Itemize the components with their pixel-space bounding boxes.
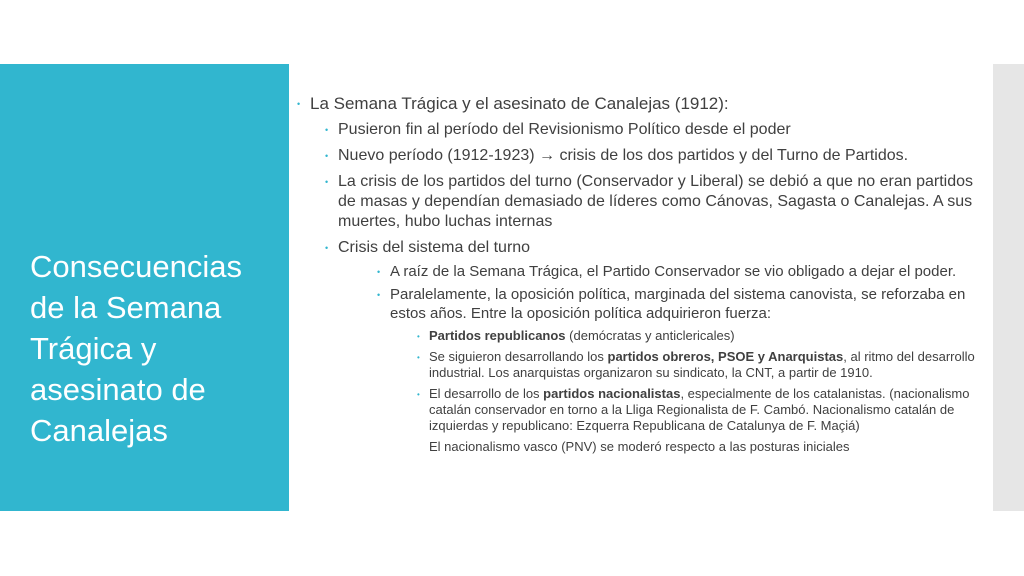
text-span: , al ritmo del desarrollo industrial. Los anarquistas organizaron su sindicato, la CNT, a partir de 1910. <box>429 349 975 380</box>
bold-term: partidos obreros, PSOE y Anarquistas <box>607 349 844 364</box>
bullet-text <box>429 386 986 434</box>
bold-term: Partidos republicanos <box>429 328 566 343</box>
text-span: Se siguieron desarrollando los <box>429 349 608 364</box>
bullet-level2 <box>325 146 986 166</box>
right-side-strip <box>993 64 1024 511</box>
text-span: (demócratas y anticlericales) <box>565 328 735 343</box>
bullet-icon: • <box>417 332 420 341</box>
bullet-level3 <box>377 262 986 281</box>
bullet-level4 <box>417 328 986 344</box>
bullet-icon: • <box>417 390 420 399</box>
bullet-text: Nuevo período (1912-1923) → crisis de los dos partidos y del Turno de Partidos. <box>338 147 909 164</box>
bullet-icon: • <box>377 290 381 300</box>
text-span: , especialmente de los catalanistas. (nacionalismo catalán conservador en torno a la Lliga Regionalista de F. Cambó. Nacionalismo catalán de izquierdas y republicano: Ezquerra Republicana de Catalunya de F. Maçiá) <box>429 386 970 433</box>
bold-term: partidos nacionalistas <box>543 386 681 401</box>
bullet-text: La Semana Trágica y el asesinato de Canalejas (1912): <box>310 94 729 113</box>
bullet-icon: • <box>417 353 420 362</box>
bullet-text: A raíz de la Semana Trágica, el Partido Conservador se vio obligado a dejar el poder. <box>390 263 957 280</box>
bullet-level2 <box>325 238 986 258</box>
bullet-level4 <box>417 349 986 381</box>
bullet-level1 <box>297 93 986 114</box>
bullet-text: Pusieron fin al período del Revisionismo Político desde el poder <box>338 121 791 138</box>
bullet-level4 <box>417 386 986 434</box>
bullet-icon: • <box>377 267 381 277</box>
title-panel <box>0 64 289 511</box>
bullet-icon: • <box>325 177 329 187</box>
bullet-text <box>429 328 986 344</box>
bullet-icon: • <box>297 99 301 109</box>
bullet-text: Paralelamente, la oposición política, marginada del sistema canovista, se reforzaba en estos años. Entre la oposición política adquirieron fuerza: <box>390 286 966 322</box>
plain-text: El nacionalismo vasco (PNV) se moderó respecto a las posturas iniciales <box>429 439 850 454</box>
bullet-level2 <box>325 120 986 140</box>
text-span: El desarrollo de los <box>429 386 544 401</box>
bullet-icon: • <box>325 125 329 135</box>
bullet-icon: • <box>325 151 329 161</box>
bullet-level2 <box>325 172 986 232</box>
bullet-level3 <box>377 285 986 323</box>
slide-title: Consecuencias de la Semana Trágica y asesinato de Canalejas <box>30 249 242 448</box>
slide-content <box>296 90 986 455</box>
bullet-text: La crisis de los partidos del turno (Conservador y Liberal) se debió a que no eran partidos de masas y dependían demasiado de líderes como Cánovas, Sagasta o Canalejas. A sus muertes, hubo luchas internas <box>338 173 974 230</box>
bullet-text <box>429 349 986 381</box>
bullet-text: Crisis del sistema del turno <box>338 239 531 256</box>
bullet-icon: • <box>325 243 329 253</box>
continuation-text <box>429 439 986 455</box>
